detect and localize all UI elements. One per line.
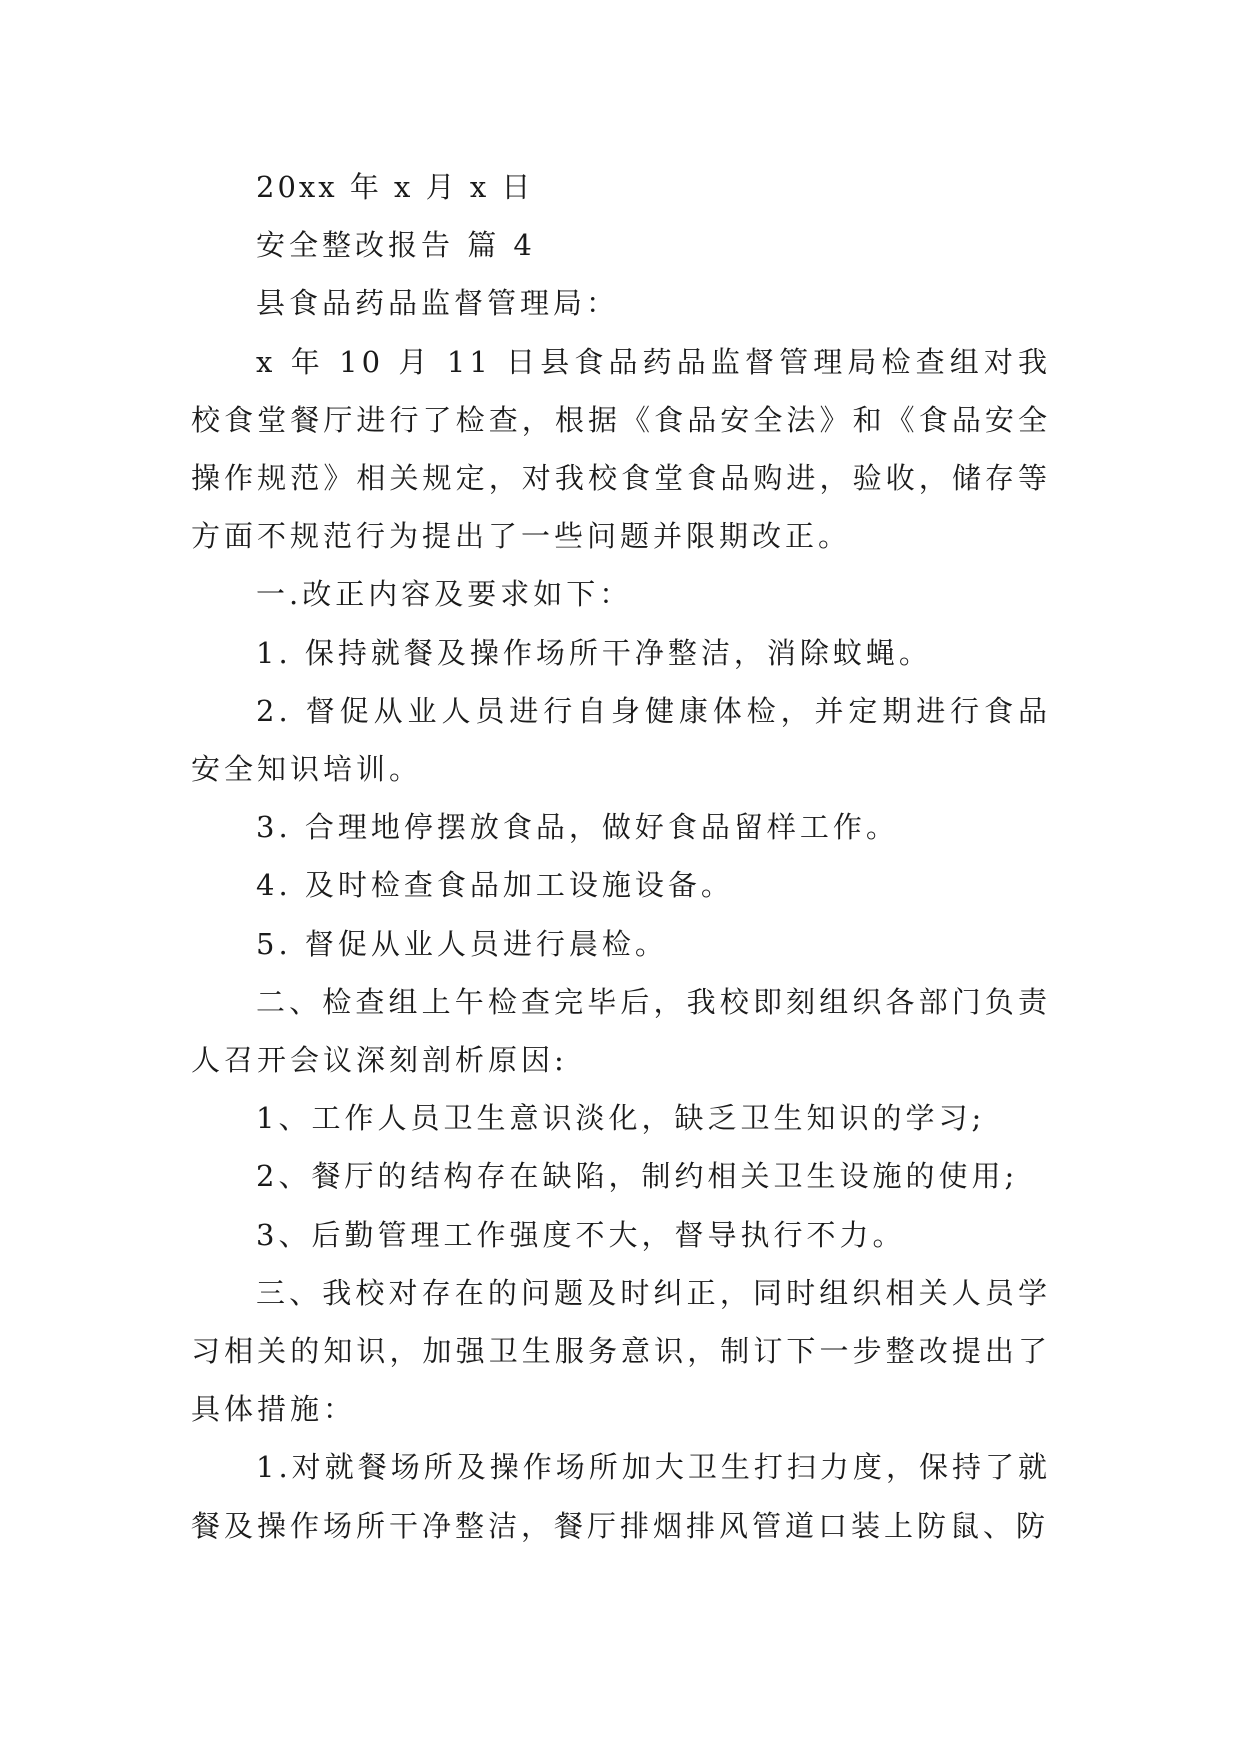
addressee: 县食品药品监督管理局： — [256, 286, 620, 321]
part1-item: 4. 及时检查食品加工设施设备。 — [256, 868, 734, 903]
part2-heading: 二、检查组上午检查完毕后，我校即刻组织各部门负责人召开会议深刻剖析原因: — [191, 984, 1051, 1078]
part1-item: 3. 合理地停摆放食品，做好食品留样工作。 — [256, 810, 899, 845]
part1-heading: 一.改正内容及要求如下： — [256, 577, 633, 612]
section-title: 安全整改报告 篇 4 — [256, 228, 536, 263]
intro-paragraph: x 年 10 月 11 日县食品药品监督管理局检查组对我校食堂餐厅进行了检查，根据《食品安全法》和《食品安全操作规范》相关规定，对我校食堂食品购进，验收，储存等方面不规范行为提出了一些问题并限期改正。 — [191, 344, 1051, 554]
part1-item: 2. 督促从业人员进行自身健康体检，并定期进行食品安全知识培训。 — [191, 693, 1051, 787]
document-date: 20xx 年 x 月 x 日 — [256, 170, 534, 204]
part2-item: 1、工作人员卫生意识淡化，缺乏卫生知识的学习; — [256, 1101, 986, 1136]
document-page — [191, 158, 1051, 1555]
part1-item: 5. 督促从业人员进行晨检。 — [256, 926, 668, 961]
part1-item: 1. 保持就餐及操作场所干净整洁，消除蚊蝇。 — [256, 635, 932, 670]
part3-heading: 三、我校对存在的问题及时纠正，同时组织相关人员学习相关的知识，加强卫生服务意识，制订下一步整改提出了具体措施： — [191, 1275, 1051, 1427]
part2-item: 3、后勤管理工作强度不大，督导执行不力。 — [256, 1217, 906, 1252]
part2-item: 2、餐厅的结构存在缺陷，制约相关卫生设施的使用; — [256, 1159, 1019, 1194]
part3-item: 1.对就餐场所及操作场所加大卫生打扫力度，保持了就餐及操作场所干净整洁，餐厅排烟排风管道口装上防鼠、防 — [191, 1450, 1051, 1543]
